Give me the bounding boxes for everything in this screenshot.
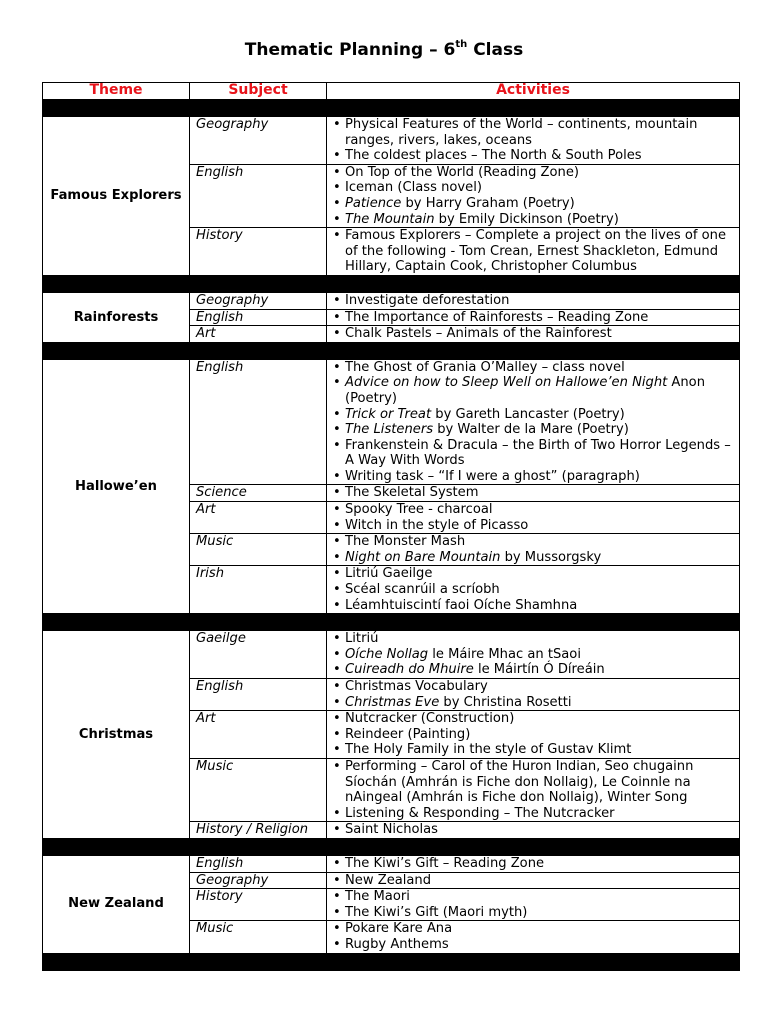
activity-text: The coldest places – The North & South Poles <box>345 148 642 164</box>
activity-item <box>331 165 739 181</box>
activity-text: The Holy Family in the style of Gustav Klimt <box>345 742 632 758</box>
theme-cell: Hallowe’en <box>43 359 190 614</box>
activity-item <box>331 647 739 663</box>
separator-bar <box>43 838 740 855</box>
theme-cell: New Zealand <box>43 855 190 953</box>
separator-row <box>43 342 740 359</box>
subject-cell: English <box>190 855 327 872</box>
activity-item <box>331 293 739 309</box>
activity-item <box>331 485 739 501</box>
activity-text: Physical Features of the World – continents, mountain ranges, rivers, lakes, oceans <box>345 117 698 148</box>
activities-cell <box>327 758 740 821</box>
activity-text: The Skeletal System <box>345 485 479 501</box>
activities-cell <box>327 921 740 953</box>
activities-cell <box>327 822 740 839</box>
activity-item <box>331 180 739 196</box>
activities-cell <box>327 164 740 227</box>
activity-item <box>331 856 739 872</box>
activity-item <box>331 502 739 518</box>
activity-item <box>331 695 739 711</box>
subject-cell: Geography <box>190 872 327 889</box>
activity-item <box>331 679 739 695</box>
activities-cell <box>327 872 740 889</box>
activity-text: Christmas Vocabulary <box>345 679 488 694</box>
subject-cell: Geography <box>190 117 327 165</box>
activity-title: The Listeners <box>345 422 434 438</box>
activity-text: Saint Nicholas <box>345 822 438 838</box>
activity-text: Rugby Anthems <box>345 936 449 952</box>
activity-title: Patience <box>345 195 402 211</box>
subject-cell: History <box>190 228 327 276</box>
subject-cell: Science <box>190 485 327 502</box>
subject-cell: English <box>190 679 327 711</box>
activity-item <box>331 212 739 228</box>
activity-item <box>331 117 739 148</box>
activity-text: Nutcracker (Construction) <box>345 711 515 727</box>
activity-item <box>331 469 739 485</box>
activity-text: by Emily Dickinson (Poetry) <box>434 211 619 227</box>
activity-item <box>331 375 739 406</box>
activity-list <box>331 711 739 758</box>
activity-list <box>331 759 739 821</box>
activities-cell <box>327 117 740 165</box>
activity-item <box>331 566 739 582</box>
subject-cell: Music <box>190 534 327 566</box>
activity-list <box>331 534 739 565</box>
activity-title: Oíche Nollag <box>345 646 429 662</box>
activity-list <box>331 921 739 952</box>
activity-item <box>331 582 739 598</box>
activity-text: Iceman (Class novel) <box>345 180 482 196</box>
activity-item <box>331 518 739 534</box>
activities-cell <box>327 534 740 566</box>
activity-text: The Importance of Rainforests – Reading Zone <box>345 309 649 325</box>
activity-text: The Maori <box>345 889 410 905</box>
activity-item <box>331 196 739 212</box>
activity-item <box>331 631 739 647</box>
table-row <box>43 117 740 165</box>
activity-item <box>331 711 739 727</box>
activity-text: Famous Explorers – Complete a project on the lives of one of the following - Tom Crean, Ernest Shackleton, Edmund Hillary, Captain Cook, Christopher Columbus <box>345 228 727 275</box>
table-body <box>43 100 740 971</box>
activity-item <box>331 662 739 678</box>
table-row <box>43 855 740 872</box>
activity-text: by Mussorgsky <box>500 549 602 565</box>
activity-list <box>331 873 739 889</box>
activity-list <box>331 228 739 275</box>
separator-bar <box>43 953 740 970</box>
activities-cell <box>327 889 740 921</box>
activity-item <box>331 759 739 806</box>
header-subject: Subject <box>190 83 327 100</box>
subject-cell: Art <box>190 326 327 343</box>
activities-cell <box>327 228 740 276</box>
activity-text: by Walter de la Mare (Poetry) <box>433 422 629 438</box>
activity-item <box>331 148 739 164</box>
activity-item <box>331 326 739 342</box>
activities-cell <box>327 631 740 679</box>
activity-list <box>331 326 739 342</box>
subject-cell: Geography <box>190 292 327 309</box>
activity-text: Investigate deforestation <box>345 292 510 308</box>
separator-bar <box>43 100 740 117</box>
table-row <box>43 359 740 485</box>
activity-title: The Mountain <box>345 211 435 227</box>
activity-list <box>331 822 739 838</box>
activity-item <box>331 228 739 275</box>
activity-item <box>331 921 739 937</box>
activity-text: The Ghost of Grania O’Malley – class novel <box>345 359 625 375</box>
activity-text: Frankenstein & Dracula – the Birth of Two Horror Legends – A Way With Words <box>345 437 731 469</box>
activities-cell <box>327 679 740 711</box>
activity-list <box>331 485 739 501</box>
separator-row <box>43 275 740 292</box>
activities-cell <box>327 326 740 343</box>
activity-title: Night on Bare Mountain <box>345 549 501 565</box>
activity-text: The Monster Mash <box>345 534 466 550</box>
header-row <box>43 83 740 100</box>
activity-text: The Kiwi’s Gift (Maori myth) <box>345 904 528 920</box>
subject-cell: History / Religion <box>190 822 327 839</box>
activity-title: Christmas Eve <box>345 694 440 710</box>
activity-text: Léamhtuiscintí faoi Oíche Shamhna <box>345 597 578 613</box>
subject-cell: English <box>190 164 327 227</box>
activity-item <box>331 598 739 614</box>
subject-cell: English <box>190 309 327 326</box>
activity-item <box>331 422 739 438</box>
subject-cell: Art <box>190 502 327 534</box>
activity-list <box>331 631 739 678</box>
subject-cell: English <box>190 359 327 485</box>
activity-text: Listening & Responding – The Nutcracker <box>345 805 615 821</box>
activity-list <box>331 502 739 533</box>
activity-text: Spooky Tree - charcoal <box>345 502 493 518</box>
activity-item <box>331 742 739 758</box>
activity-text: Chalk Pastels – Animals of the Rainforest <box>345 326 612 342</box>
activity-list <box>331 117 739 164</box>
activity-title: Cuireadh do Mhuire <box>345 662 474 678</box>
activities-cell <box>327 855 740 872</box>
activity-text: Performing – Carol of the Huron Indian, Seo chugainn Síochán (Amhrán is Fiche don Nollaig), Le Coinnle na nAingeal (Amhrán is Fiche don Nollaig), Winter Song <box>345 758 694 806</box>
activity-item <box>331 550 739 566</box>
activity-item <box>331 534 739 550</box>
activity-list <box>331 165 739 227</box>
activity-text: le Máire Mhac an tSaoi <box>428 646 581 662</box>
activity-title: Advice on how to Sleep Well on Hallowe’en Night <box>345 375 668 391</box>
activity-text: Litriú <box>345 631 379 647</box>
thematic-planning-table <box>42 82 740 971</box>
activities-cell <box>327 711 740 759</box>
table-row <box>43 631 740 679</box>
activities-cell <box>327 502 740 534</box>
separator-bar <box>43 275 740 292</box>
activity-item <box>331 889 739 905</box>
activity-text: Reindeer (Painting) <box>345 726 471 742</box>
activity-title: Trick or Treat <box>345 406 432 422</box>
separator-row <box>43 838 740 855</box>
activity-list <box>331 360 739 485</box>
subject-cell: Music <box>190 758 327 821</box>
activity-text: Scéal scanrúil a scríobh <box>345 582 500 598</box>
activity-item <box>331 438 739 469</box>
activity-text: by Gareth Lancaster (Poetry) <box>431 406 625 422</box>
subject-cell: Gaeilge <box>190 631 327 679</box>
table-row <box>43 292 740 309</box>
subject-cell: Music <box>190 921 327 953</box>
activities-cell <box>327 359 740 485</box>
activity-text: Pokare Kare Ana <box>345 921 453 937</box>
activity-list <box>331 566 739 613</box>
activity-item <box>331 727 739 743</box>
activity-text: by Christina Rosetti <box>439 694 572 710</box>
theme-cell: Rainforests <box>43 292 190 342</box>
subject-cell: History <box>190 889 327 921</box>
activities-cell <box>327 292 740 309</box>
activity-text: Anon (Poetry) <box>345 375 705 406</box>
activity-text: The Kiwi’s Gift – Reading Zone <box>345 855 545 871</box>
activity-item <box>331 360 739 376</box>
activity-item <box>331 806 739 822</box>
activities-cell <box>327 309 740 326</box>
activity-list <box>331 856 739 872</box>
activities-cell <box>327 566 740 614</box>
activity-text: On Top of the World (Reading Zone) <box>345 164 580 180</box>
separator-row <box>43 614 740 631</box>
header-theme: Theme <box>43 83 190 100</box>
header-activities: Activities <box>327 83 740 100</box>
theme-cell: Famous Explorers <box>43 117 190 276</box>
subject-cell: Irish <box>190 566 327 614</box>
subject-cell: Art <box>190 711 327 759</box>
activity-text: by Harry Graham (Poetry) <box>401 195 575 211</box>
activity-list <box>331 293 739 309</box>
activity-text: Writing task – “If I were a ghost” (paragraph) <box>345 468 640 484</box>
separator-row <box>43 953 740 970</box>
activity-item <box>331 822 739 838</box>
activity-item <box>331 905 739 921</box>
activity-item <box>331 937 739 953</box>
activity-text: Witch in the style of Picasso <box>345 517 529 533</box>
activities-cell <box>327 485 740 502</box>
activity-item <box>331 407 739 423</box>
activity-list <box>331 679 739 710</box>
activity-text: le Máirtín Ó Díreáin <box>473 662 605 678</box>
page-title: Thematic Planning – 6th Class <box>244 39 524 60</box>
activity-text: New Zealand <box>345 872 432 888</box>
activity-list <box>331 310 739 326</box>
separator-row <box>43 100 740 117</box>
activity-item <box>331 873 739 889</box>
activity-text: Litriú Gaeilge <box>345 566 433 582</box>
theme-cell: Christmas <box>43 631 190 839</box>
activity-list <box>331 889 739 920</box>
activity-item <box>331 310 739 326</box>
separator-bar <box>43 342 740 359</box>
separator-bar <box>43 614 740 631</box>
